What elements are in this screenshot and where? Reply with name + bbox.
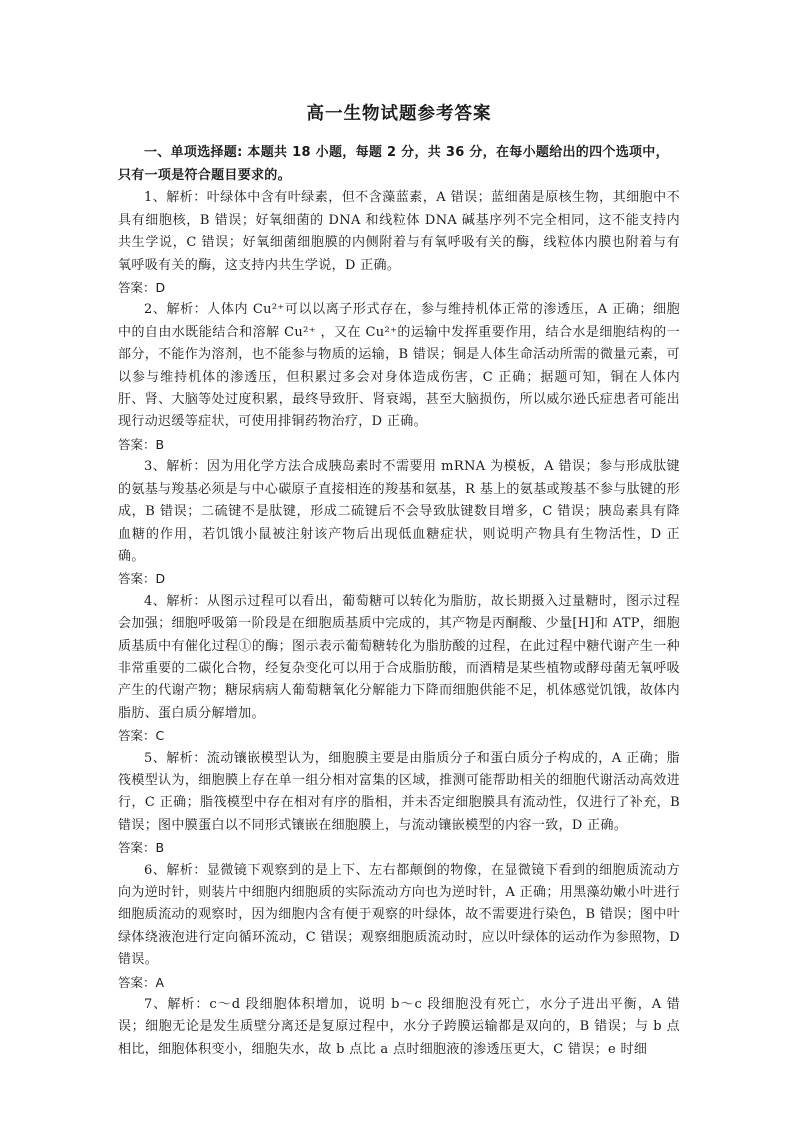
- answer-key: 答案：D: [118, 280, 166, 296]
- answer-explanation: 1、解析：叶绿体中含有叶绿素，但不含藻蓝素，A 错误；蓝细菌是原核生物，其细胞中不具有细胞核，B 错误；好氧细菌的 DNA 和线粒体 DNA 碱基序列不完全相同，这不能支持内共生学说，C 错误；好氧细菌细胞膜的内侧附着与有氧呼吸有关的酶，线粒体内膜也附着与有氧呼吸有关的酶，这支持内共生学说，D 正确。: [118, 190, 680, 273]
- answer-explanation: 3、解析：因为用化学方法合成胰岛素时不需要用 mRNA 为模板，A 错误；参与形成肽键的氨基与羧基必须是与中心碳原子直接相连的羧基和氨基，R 基上的氨基或羧基不参与肽键的形成，B 错误；二硫键不是肽键，形成二硫键后不会导致肽键数目增多，C 错误；胰岛素具有降血糖的作用，若饥饿小鼠被注射该产物后出现低血糖症状，则说明产物具有生物活性，D 正确。: [118, 459, 680, 564]
- answer-key: 答案：D: [118, 571, 166, 587]
- answer-explanation: 6、解析：显微镜下观察到的是上下、左右都颠倒的物像，在显微镜下看到的细胞质流动方向为逆时针，则装片中细胞内细胞质的实际流动方向也为逆时针，A 正确；用黑藻幼嫩小叶进行细胞质流动的观察时，因为细胞内含有便于观察的叶绿体，故不需要进行染色，B 错误；图中叶绿体绕液泡进行定向循环流动，C 错误；观察细胞质流动时，应以叶绿体的运动作为参照物，D 错误。: [118, 862, 680, 968]
- answer-explanation: 2、解析：人体内 Cu²⁺可以以离子形式存在，参与维持机体正常的渗透压，A 正确；细胞中的自由水既能结合和溶解 Cu²⁺ ，又在 Cu²⁺的运输中发挥重要作用，结合水是细胞结构的一部分，不能作为溶剂，也不能参与物质的运输，B 错误；铜是人体生命活动所需的微量元素，可以参与维持机体的渗透压，但积累过多会对身体造成伤害，C 正确；据题可知，铜在人体内肝、肾、大脑等处过度积累，最终导致肝、肾衰竭，甚至大脑损伤，所以威尔逊氏症患者可能出现行动迟缓等症状，可使用排铜药物治疗，D 正确。: [118, 302, 680, 430]
- answer-key: 答案：B: [118, 436, 165, 452]
- answer-explanation: 7、解析：c～d 段细胞体积增加，说明 b～c 段细胞没有死亡，水分子进出平衡，A 错误；细胞无论是发生质壁分离还是复原过程中，水分子跨膜运输都是双向的，B 错误；与 b 点相比，细胞体积变小，细胞失水，故 b 点比 a 点时细胞液的渗透压更大，C 错误；e 时细: [118, 997, 680, 1057]
- section-heading: 一、单项选择题: 本题共 18 小题，每题 2 分，共 36 分，在每小题给出的四个选项中，只有一项是符合题目要求的。: [118, 145, 669, 184]
- answer-list: [118, 187, 680, 1061]
- answer-explanation: 4、解析：从图示过程可以看出，葡萄糖可以转化为脂肪，故长期摄入过量糖时，图示过程会加强；细胞呼吸第一阶段是在细胞质基质中完成的，其产物是丙酮酸、少量[H]和 ATP，细胞质基质中有催化过程①的酶；图示表示葡萄糖转化为脂肪酸的过程，在此过程中糖代谢产生一种非常重要的二碳化合物，经复杂变化可以用于合成脂肪酸，而酒精是某些植物或酵母菌无氧呼吸产生的代谢产物；糖尿病病人葡萄糖氧化分解能力下降而细胞供能不足，机体感觉饥饿，故体内脂肪、蛋白质分解增加。: [118, 593, 680, 721]
- page-title: 高一生物试题参考答案: [306, 104, 492, 124]
- answer-key: 答案：A: [118, 974, 165, 990]
- answer-explanation: 5、解析：流动镶嵌模型认为，细胞膜主要是由脂质分子和蛋白质分子构成的，A 正确；脂筏模型认为，细胞膜上存在单一组分相对富集的区域，推测可能帮助相关的细胞代谢活动高效进行，C 正确；脂筏模型中存在相对有序的脂相，并未否定细胞膜具有流动性，仅进行了补充，B 错误；图中膜蛋白以不同形式镶嵌在细胞膜上，与流动镶嵌模型的内容一致，D 正确。: [118, 750, 680, 833]
- answer-key: 答案：B: [118, 840, 165, 856]
- answer-document: [118, 100, 680, 1061]
- answer-key: 答案：C: [118, 728, 165, 744]
